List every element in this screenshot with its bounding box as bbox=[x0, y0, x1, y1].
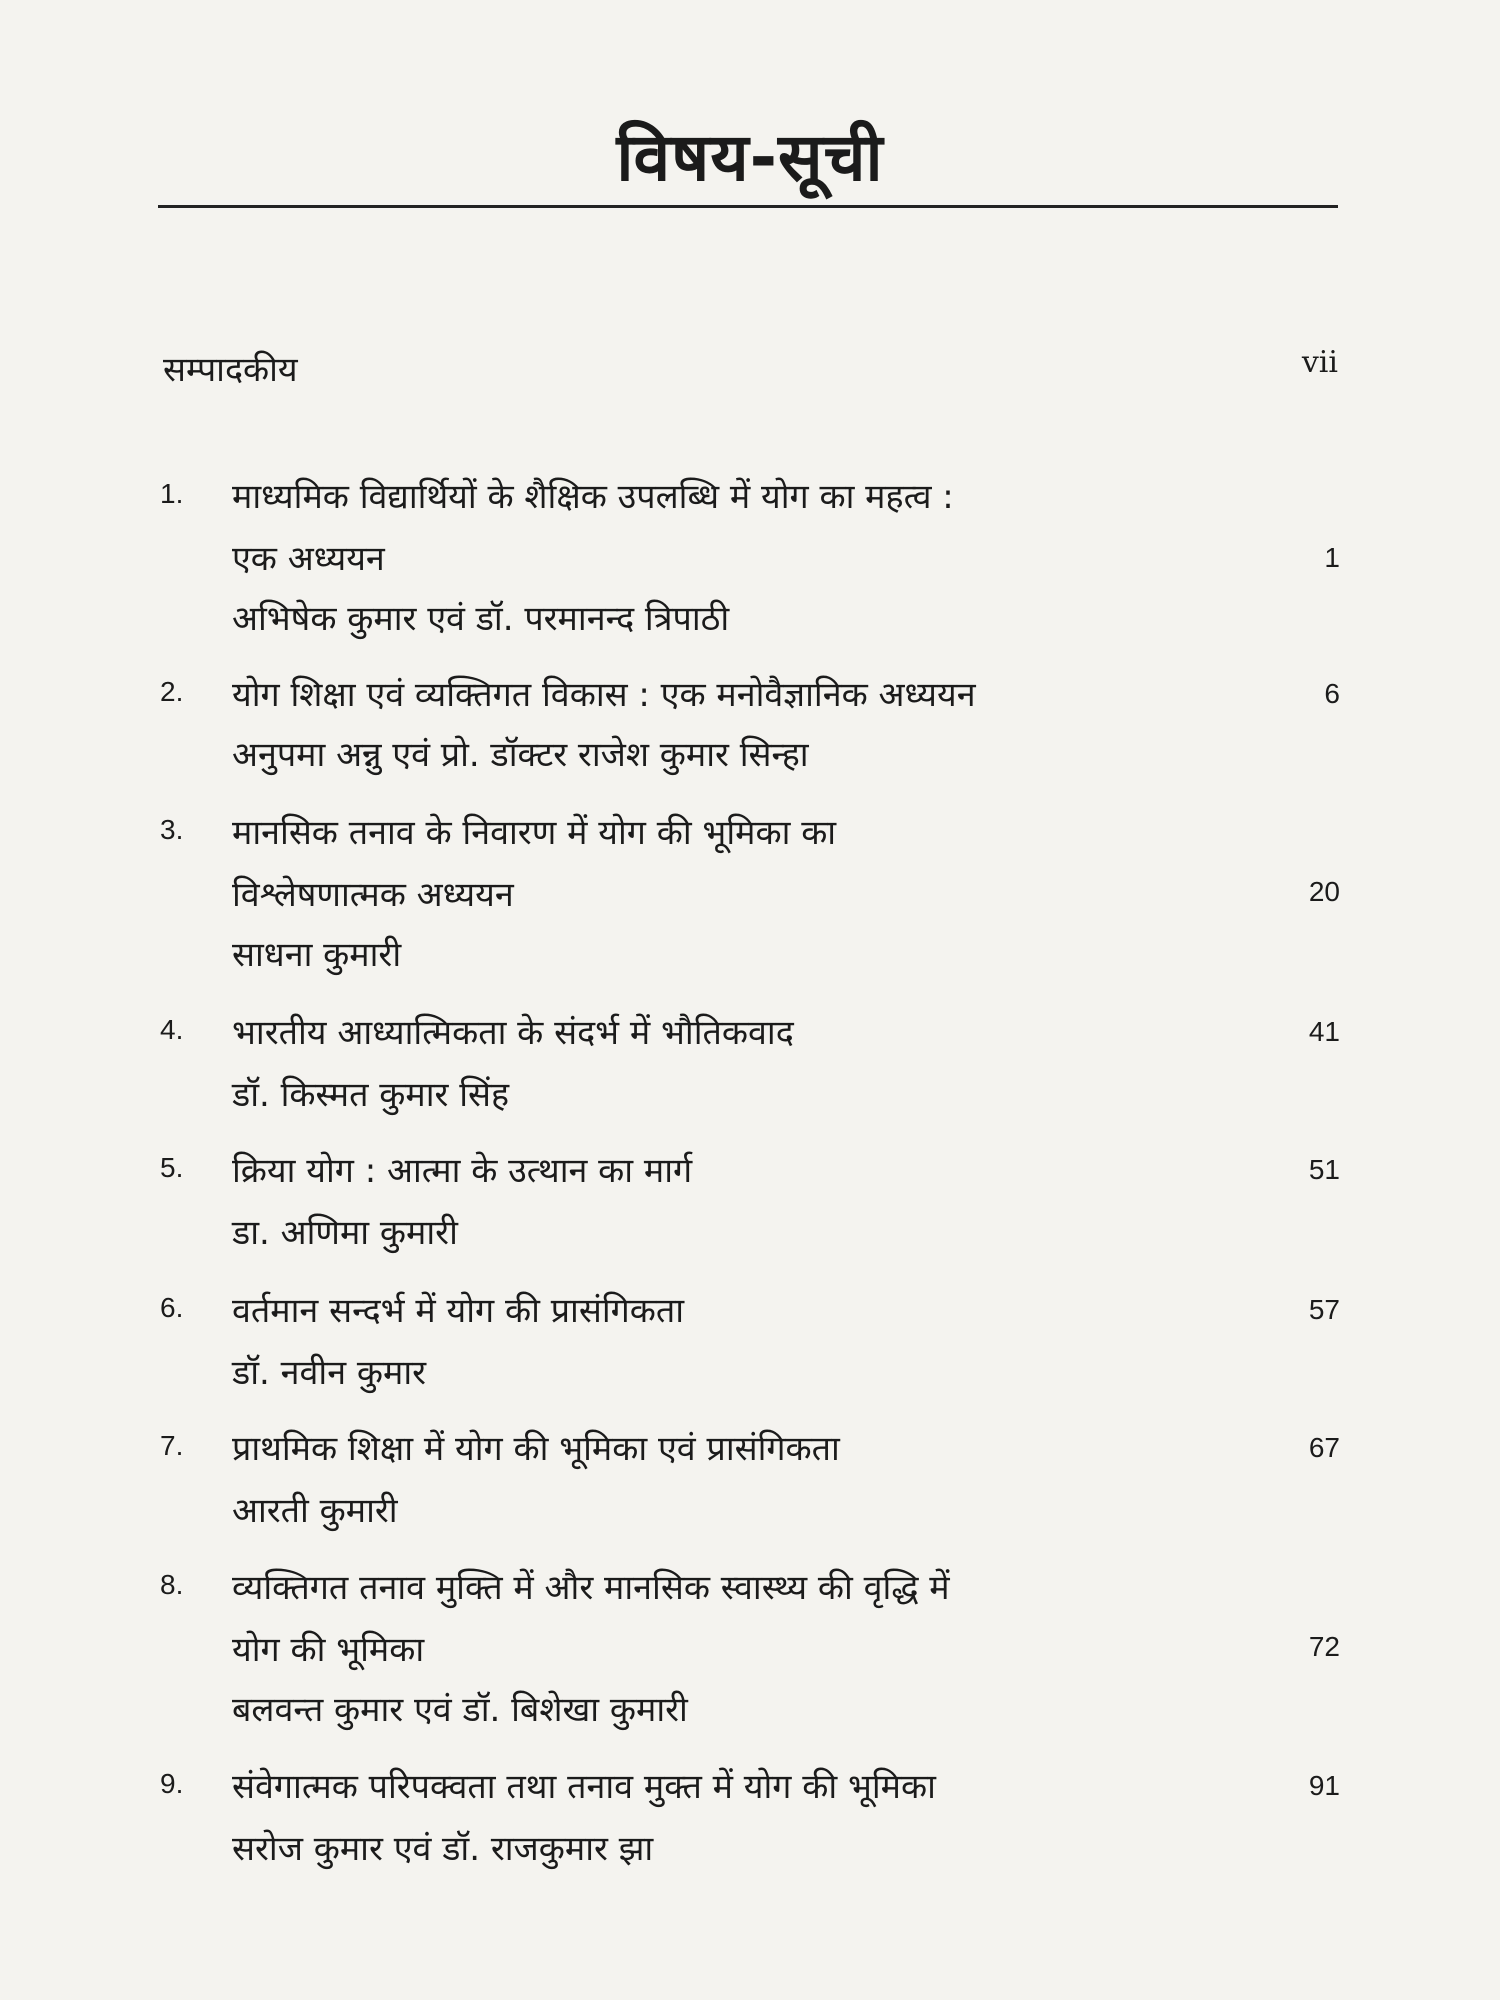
entry-number: 8. bbox=[160, 1569, 184, 1600]
entry-number: 3. bbox=[160, 814, 184, 845]
front-matter-label: सम्पादकीय bbox=[163, 350, 298, 390]
entry-page: 6 bbox=[1324, 678, 1340, 709]
entry-title: क्रिया योग : आत्मा के उत्थान का मार्ग bbox=[232, 1151, 693, 1191]
entry-title: विश्लेषणात्मक अध्ययन bbox=[232, 875, 514, 915]
entry-authors: सरोज कुमार एवं डॉ. राजकुमार झा bbox=[232, 1829, 654, 1869]
entry-page: 57 bbox=[1308, 1294, 1340, 1325]
front-matter-entry bbox=[163, 345, 1338, 391]
entry-title: वर्तमान सन्दर्भ में योग की प्रासंगिकता bbox=[232, 1291, 685, 1331]
entry-page: 20 bbox=[1308, 876, 1340, 907]
entry-title: व्यक्तिगत तनाव मुक्ति में और मानसिक स्वास्थ्य की वृद्धि में bbox=[232, 1568, 950, 1608]
entry-page: 1 bbox=[1324, 542, 1340, 573]
entry-page: 51 bbox=[1308, 1154, 1340, 1185]
entry-title: एक अध्ययन bbox=[232, 539, 385, 579]
entry-page: 91 bbox=[1308, 1770, 1340, 1801]
entry-authors: डॉ. किस्मत कुमार सिंह bbox=[232, 1075, 510, 1115]
page-title: विषय-सूची bbox=[616, 119, 884, 196]
entry-number: 9. bbox=[160, 1768, 184, 1799]
entry-authors: डॉ. नवीन कुमार bbox=[232, 1353, 427, 1393]
entry-authors: आरती कुमारी bbox=[232, 1491, 398, 1531]
entry-page: 67 bbox=[1308, 1432, 1340, 1463]
entry-title: प्राथमिक शिक्षा में योग की भूमिका एवं प्रासंगिकता bbox=[232, 1429, 840, 1469]
entry-number: 7. bbox=[160, 1430, 184, 1461]
entry-page: 72 bbox=[1308, 1631, 1340, 1662]
entry-number: 1. bbox=[160, 478, 184, 509]
entry-title: योग शिक्षा एवं व्यक्तिगत विकास : एक मनोवैज्ञानिक अध्ययन bbox=[232, 675, 976, 715]
entry-title: माध्यमिक विद्यार्थियों के शैक्षिक उपलब्धि में योग का महत्व : bbox=[232, 477, 954, 517]
entry-authors: डा. अणिमा कुमारी bbox=[232, 1213, 458, 1253]
title-divider bbox=[158, 205, 1338, 208]
entry-authors: अभिषेक कुमार एवं डॉ. परमानन्द त्रिपाठी bbox=[232, 599, 730, 639]
entry-title: योग की भूमिका bbox=[232, 1630, 425, 1670]
entry-number: 2. bbox=[160, 676, 184, 707]
entry-number: 5. bbox=[160, 1152, 184, 1183]
front-matter-page: vii bbox=[1301, 345, 1338, 380]
entry-authors: बलवन्त कुमार एवं डॉ. बिशेखा कुमारी bbox=[232, 1690, 688, 1730]
entry-title: भारतीय आध्यात्मिकता के संदर्भ में भौतिकवाद bbox=[232, 1013, 794, 1053]
entry-number: 4. bbox=[160, 1014, 184, 1045]
entry-title: मानसिक तनाव के निवारण में योग की भूमिका का bbox=[232, 813, 837, 853]
entry-authors: साधना कुमारी bbox=[232, 935, 402, 975]
entry-title: संवेगात्मक परिपक्वता तथा तनाव मुक्त में योग की भूमिका bbox=[232, 1767, 936, 1807]
entry-authors: अनुपमा अन्नु एवं प्रो. डॉक्टर राजेश कुमार सिन्हा bbox=[232, 735, 809, 775]
entry-page: 41 bbox=[1308, 1016, 1340, 1047]
entry-number: 6. bbox=[160, 1292, 184, 1323]
